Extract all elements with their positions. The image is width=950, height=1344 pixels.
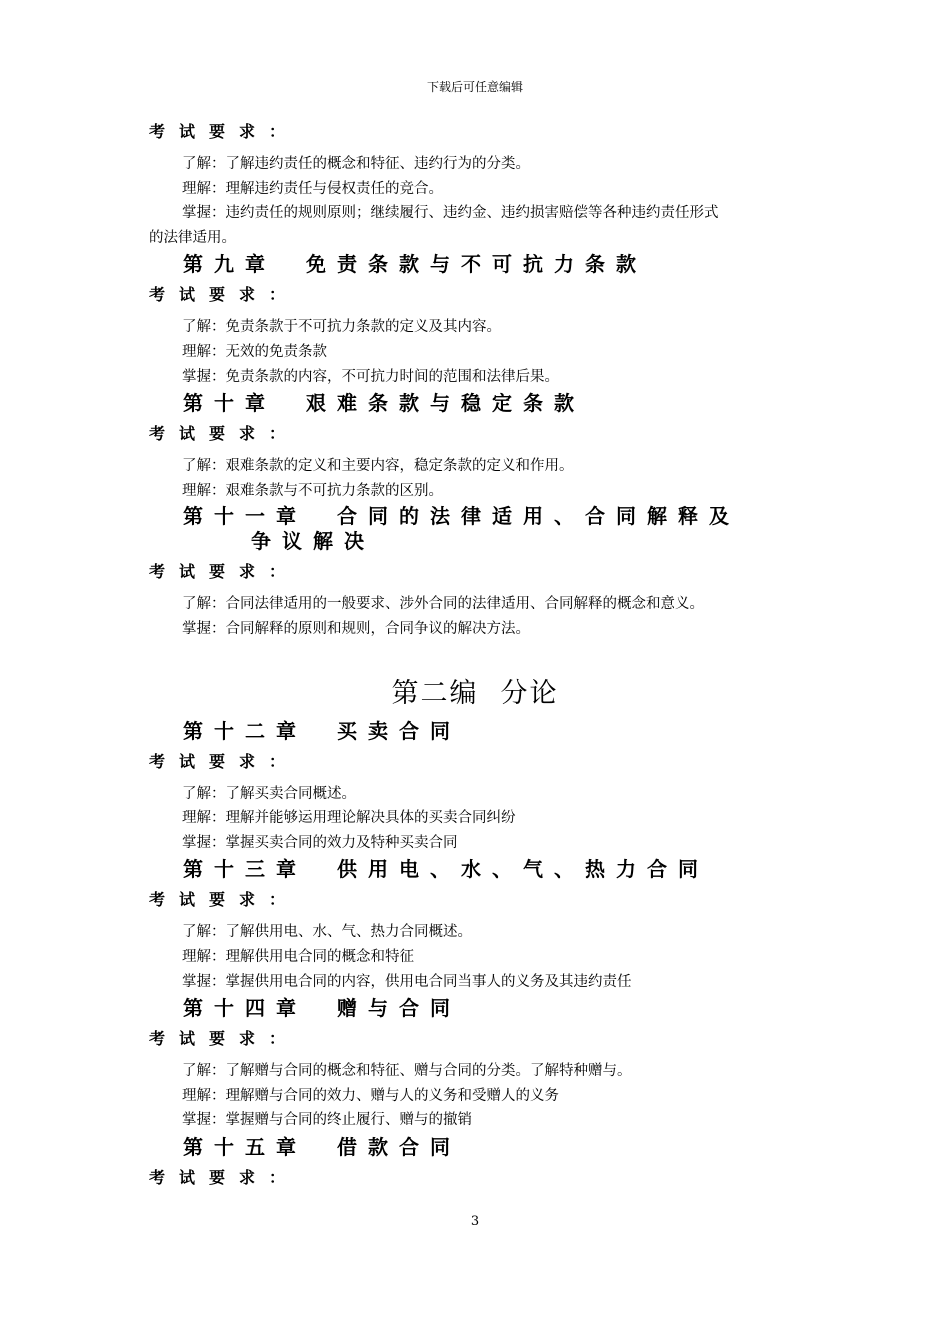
chapter-title: 供用电、水、气、热力合同 [337, 857, 709, 882]
master-line: 掌握：掌握买卖合同的效力及特种买卖合同 [182, 834, 458, 851]
understand-line: 了解：艰难条款的定义和主要内容，稳定条款的定义和作用。 [182, 458, 574, 475]
part-number: 第二编 [391, 677, 479, 709]
master-line-continued: 的法律适用。 [149, 229, 236, 246]
chapter-number: 第十二章 [183, 718, 307, 743]
exam-requirements-label: 考试要求： [149, 1029, 300, 1049]
chapter-number: 第十三章 [183, 857, 307, 882]
master-line: 掌握：掌握供用电合同的内容，供用电合同当事人的义务及其违约责任 [182, 973, 632, 990]
comprehend-line: 理解：理解违约责任与侵权责任的竞合。 [182, 180, 443, 197]
chapter-9-heading [149, 251, 809, 277]
chapter-title: 借款合同 [337, 1134, 461, 1159]
exam-requirements-label: 考试要求： [149, 751, 300, 771]
understand-line: 了解：了解供用电、水、气、热力合同概述。 [182, 924, 472, 941]
master-line: 掌握：掌握赠与合同的终止履行、赠与的撤销 [182, 1112, 472, 1129]
understand-line: 了解：了解赠与合同的概念和特征、赠与合同的分类。了解特种赠与。 [182, 1063, 632, 1080]
chapter-title-continued: 争议解决 [251, 529, 375, 554]
comprehend-line: 理解：无效的免责条款 [182, 343, 327, 360]
exam-requirements-label: 考试要求： [149, 285, 300, 305]
exam-requirements-label: 考试要求： [149, 562, 300, 582]
chapter-number: 第十四章 [183, 996, 307, 1021]
chapter-number: 第十章 [183, 391, 276, 416]
page-number: 3 [470, 1214, 480, 1229]
chapter-12-heading [149, 718, 809, 744]
exam-requirements-label: 考试要求： [149, 890, 300, 910]
understand-line: 了解：免责条款于不可抗力条款的定义及其内容。 [182, 319, 501, 336]
page-header: 下载后可任意编辑 [426, 80, 523, 94]
comprehend-line: 理解：理解并能够运用理论解决具体的买卖合同纠纷 [182, 810, 516, 827]
master-line: 掌握：违约责任的规则原则；继续履行、违约金、违约损害赔偿等各种违约责任形式 [182, 205, 719, 222]
chapter-number: 第九章 [183, 252, 276, 277]
understand-line: 了解：合同法律适用的一般要求、涉外合同的法律适用、合同解释的概念和意义。 [182, 596, 704, 613]
master-line: 掌握：合同解释的原则和规则，合同争议的解决方法。 [182, 620, 530, 637]
chapter-14-heading [149, 995, 809, 1021]
chapter-11-heading [149, 504, 809, 554]
chapter-title: 艰难条款与稳定条款 [306, 391, 585, 416]
comprehend-line: 理解：理解供用电合同的概念和特征 [182, 948, 414, 965]
comprehend-line: 理解：理解赠与合同的效力、赠与人的义务和受赠人的义务 [182, 1087, 559, 1104]
chapter-title: 赠与合同 [337, 996, 461, 1021]
chapter-number: 第十一章 [183, 504, 307, 529]
chapter-10-heading [149, 390, 809, 416]
exam-requirements-label: 考试要求： [149, 1167, 300, 1187]
chapter-15-heading [149, 1134, 809, 1160]
chapter-title: 免责条款与不可抗力条款 [306, 252, 647, 277]
exam-requirements-label: 考试要求： [149, 122, 300, 141]
part-2-heading [0, 676, 950, 712]
understand-line: 了解：了解违约责任的概念和特征、违约行为的分类。 [182, 156, 530, 172]
comprehend-line: 理解：艰难条款与不可抗力条款的区别。 [182, 482, 443, 499]
chapter-title: 买卖合同 [337, 718, 461, 743]
document-body [149, 118, 809, 1198]
understand-line: 了解：了解买卖合同概述。 [182, 785, 356, 802]
chapter-number: 第十五章 [183, 1134, 307, 1159]
exam-requirements-label: 考试要求： [149, 424, 300, 444]
chapter-title: 合同的法律适用、合同解释及 [337, 504, 740, 529]
master-line: 掌握：免责条款的内容，不可抗力时间的范围和法律后果。 [182, 368, 559, 385]
chapter-13-heading [149, 856, 809, 882]
part-title: 分论 [500, 677, 559, 709]
